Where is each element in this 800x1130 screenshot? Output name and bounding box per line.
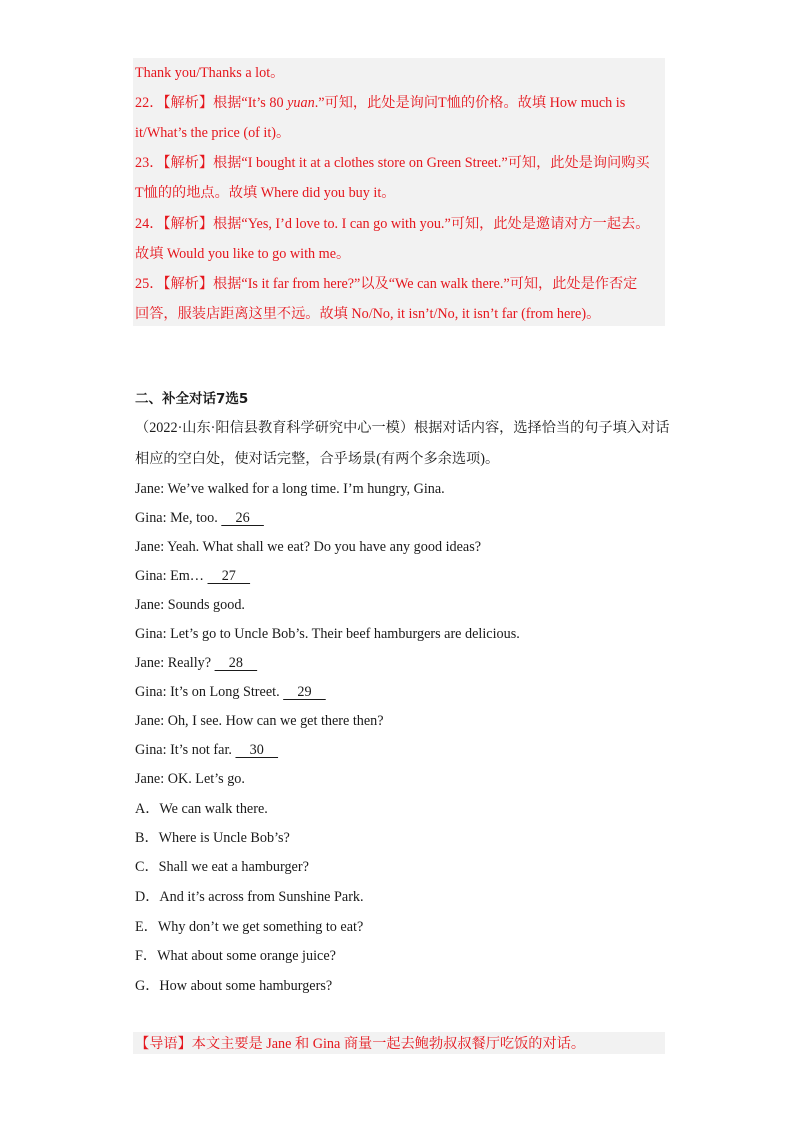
option-d: D．And it’s across from Sunshine Park.	[135, 889, 364, 905]
analysis-line-1: Thank you/Thanks a lot。	[135, 65, 285, 81]
option-e: E．Why don’t we get something to eat?	[135, 919, 364, 935]
option-a: A．We can walk there.	[135, 801, 268, 817]
dialogue-text: Jane: OK. Let’s go.	[135, 771, 245, 787]
analysis-line-9: 回答，服装店距离这里不远。故填 No/No, it isn’t/No, it isn’t far (from here)。	[135, 306, 601, 322]
section-heading: 二、补全对话7选5	[135, 391, 249, 407]
dialogue-line	[135, 625, 520, 643]
dialogue-line	[135, 596, 245, 614]
analysis-line-5: T恤的的地点。故填 Where did you buy it。	[135, 185, 396, 201]
dialogue-text: Jane: Really?	[135, 655, 215, 671]
analysis-text: .”可知，此处是询问T恤的价格。故填 How much is	[314, 95, 626, 111]
blank-30: 30	[235, 742, 279, 758]
dialogue-line	[135, 538, 481, 556]
dialogue-text: Gina: Me, too.	[135, 510, 222, 526]
option-b: B．Where is Uncle Bob’s?	[135, 830, 290, 846]
option-g: G．How about some hamburgers?	[135, 978, 333, 994]
blank-29: 29	[283, 684, 326, 700]
analysis-line-4: 23．【解析】根据“I bought it at a clothes store on Green Street.”可知，此处是询问购买	[135, 155, 650, 171]
guide-text: 【导语】本文主要是 Jane 和 Gina 商量一起去鲍勃叔叔餐厅吃饭的对话。	[135, 1036, 586, 1052]
dialogue-text: Gina: Em…	[135, 568, 208, 584]
blank-27: 27	[207, 568, 251, 584]
dialogue-text: Jane: Yeah. What shall we eat? Do you have any good ideas?	[135, 539, 482, 555]
dialogue-line	[135, 770, 245, 788]
analysis-text: 22．【解析】根据“It’s 80	[135, 95, 288, 111]
dialogue-text: Gina: It’s on Long Street.	[135, 684, 284, 700]
analysis-line-2	[135, 94, 625, 112]
dialogue-text: Jane: We’ve walked for a long time. I’m hungry, Gina.	[135, 481, 445, 497]
dialogue-line	[135, 567, 250, 585]
dialogue-line	[135, 683, 326, 701]
option-f: F．What about some orange juice?	[135, 948, 336, 964]
analysis-line-7: 故填 Would you like to go with me。	[135, 246, 351, 262]
analysis-line-6: 24．【解析】根据“Yes, I’d love to. I can go with you.”可知，此处是邀请对方一起去。	[135, 216, 650, 232]
analysis-line-8: 25．【解析】根据“Is it far from here?”以及“We can walk there.”可知，此处是作否定	[135, 276, 638, 292]
dialogue-line	[135, 741, 278, 759]
blank-28: 28	[214, 655, 258, 671]
dialogue-line	[135, 712, 384, 730]
dialogue-line	[135, 654, 257, 672]
analysis-line-3: it/What’s the price (of it)。	[135, 125, 291, 141]
dialogue-line	[135, 480, 445, 498]
analysis-italic: yuan	[287, 95, 315, 111]
blank-26: 26	[221, 510, 264, 526]
dialogue-text: Jane: Oh, I see. How can we get there then?	[135, 713, 384, 729]
section-intro-1: （2022·山东·阳信县教育科学研究中心一模）根据对话内容，选择恰当的句子填入对话	[135, 420, 670, 436]
option-c: C．Shall we eat a hamburger?	[135, 859, 309, 875]
dialogue-text: Gina: It’s not far.	[135, 742, 236, 758]
dialogue-text: Gina: Let’s go to Uncle Bob’s. Their beef hamburgers are delicious.	[135, 626, 520, 642]
dialogue-text: Jane: Sounds good.	[135, 597, 245, 613]
dialogue-line	[135, 509, 264, 527]
section-intro-2: 相应的空白处，使对话完整，合乎场景(有两个多余选项)。	[135, 451, 500, 467]
